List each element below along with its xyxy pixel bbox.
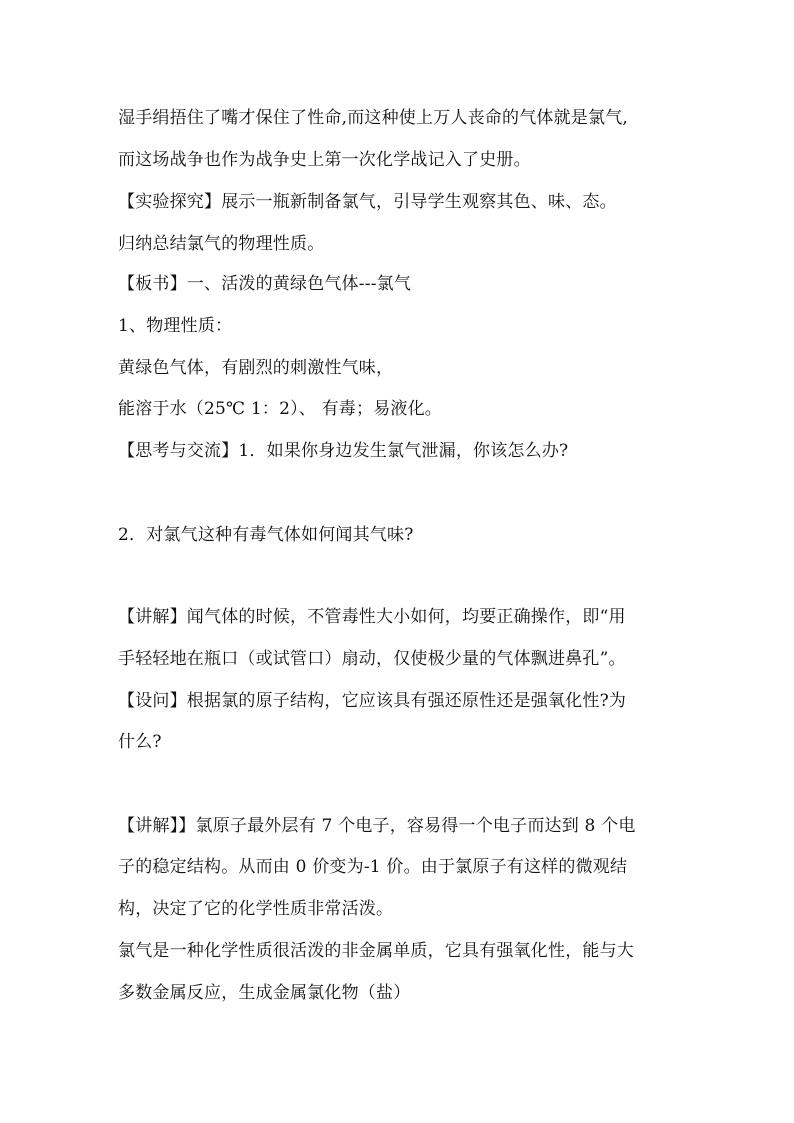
paragraph-line-16: 子的稳定结构。从而由 0 价变为-1 价。由于氯原子有这样的微观结 [118,857,628,877]
paragraph-line-12: 手轻轻地在瓶口（或试管口）扇动，仅使极少量的气体飘进鼻孔”。 [118,649,626,669]
paragraph-line-8: 能溶于水（25℃ 1：2）、 有毒；易液化。 [118,399,442,419]
paragraph-line-4: 归纳总结氯气的物理性质。 [118,234,325,254]
section-board-heading: 【板书】一、活泼的黄绿色气体---氯气 [118,274,412,294]
section-thinking-heading: 【思考与交流】1．如果你身边发生氯气泄漏，你该怎么办? [118,441,569,461]
section-explain-heading: 【讲解】闻气体的时候，不管毒性大小如何，均要正确操作，即“用 [118,607,626,627]
question-2: 2．对氯气这种有毒气体如何闻其气味? [118,525,414,545]
paragraph-line-1: 湿手绢捂住了嘴才保住了性命,而这种使上万人丧命的气体就是氯气, [118,108,629,128]
subheading-physical-properties: 1、物理性质： [118,316,233,336]
paragraph-line-17: 构，决定了它的化学性质非常活泼。 [118,899,394,919]
section-explain-2-heading: 【讲解】】氯原子最外层有 7 个电子，容易得一个电子而达到 8 个电 [118,816,636,836]
paragraph-line-14: 什么? [118,732,162,752]
paragraph-line-18: 氯气是一种化学性质很活泼的非金属单质，它具有强氧化性，能与大 [118,941,634,961]
section-experiment-heading: 【实验探究】展示一瓶新制备氯气，引导学生观察其色、味、态。 [118,192,617,212]
paragraph-line-7: 黄绿色气体，有剧烈的刺激性气味， [118,358,394,378]
section-question-heading: 【设问】根据氯的原子结构，它应该具有强还原性还是强氧化性?为 [118,691,627,711]
paragraph-line-2: 而这场战争也作为战争史上第一次化学战记入了史册。 [118,150,531,170]
paragraph-line-19: 多数金属反应，生成金属氯化物（盐） [118,983,411,1003]
